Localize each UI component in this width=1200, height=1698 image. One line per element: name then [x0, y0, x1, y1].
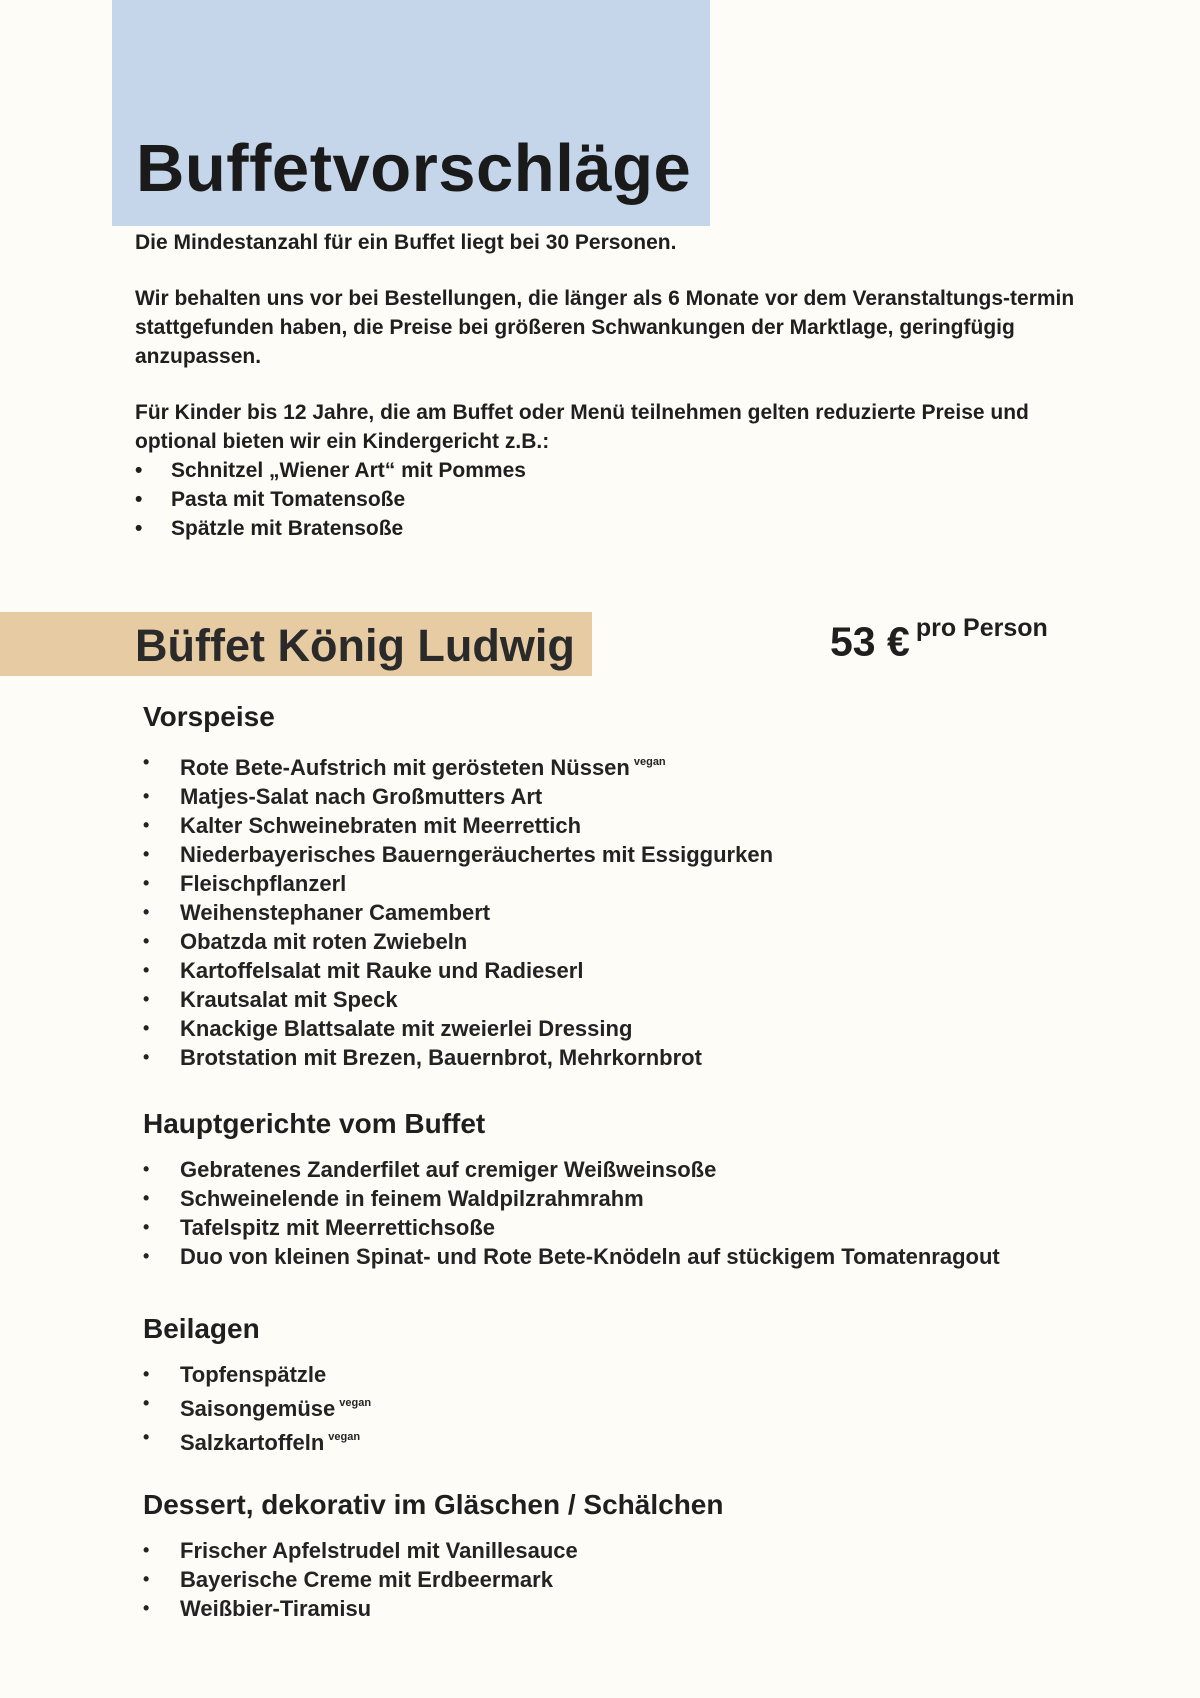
section-hauptgerichte: [143, 1107, 1093, 1271]
section-heading: Beilagen: [143, 1313, 260, 1344]
dish-name: Frischer Apfelstrudel mit Vanillesauce: [180, 1538, 578, 1563]
section-vorspeise: [143, 700, 1093, 1072]
section-heading: Vorspeise: [143, 701, 275, 732]
dish-list: [143, 748, 1093, 1072]
dish-item: [143, 1360, 1093, 1389]
dish-name: Gebratenes Zanderfilet auf cremiger Weißweinsoße: [180, 1157, 717, 1182]
dish-item: [143, 898, 1093, 927]
price-amount: 53 €: [830, 618, 910, 665]
section-dessert: [143, 1488, 1093, 1623]
page-title: Buffetvorschläge: [136, 131, 692, 206]
section-heading: Hauptgerichte vom Buffet: [143, 1108, 486, 1139]
kids-dish: • Schnitzel „Wiener Art“ mit Pommes: [135, 456, 1085, 485]
kids-dishes-list: [135, 456, 1085, 543]
kids-dish: • Pasta mit Tomatensoße: [135, 485, 1085, 514]
price-block: [830, 614, 1048, 665]
section-beilagen: [143, 1312, 1093, 1457]
vegan-tag: vegan: [328, 1431, 361, 1443]
dish-name: Salzkartoffeln: [180, 1430, 325, 1455]
dish-name: Tafelspitz mit Meerrettichsoße: [180, 1215, 495, 1240]
dish-item: [143, 840, 1093, 869]
intro-text: [135, 228, 1085, 543]
dish-name: Niederbayerisches Bauerngeräuchertes mit Essiggurken: [180, 842, 774, 867]
vegan-tag: vegan: [339, 1397, 372, 1409]
dish-name: Rote Bete-Aufstrich mit gerösteten Nüssen: [180, 755, 630, 780]
dish-item: [143, 1213, 1093, 1242]
vegan-tag: vegan: [633, 756, 666, 768]
children-note: Für Kinder bis 12 Jahre, die am Buffet oder Menü teilnehmen gelten reduzierte Preise und optional bieten wir ein Kindergericht z.B.:: [135, 401, 1029, 453]
dish-item: [143, 985, 1093, 1014]
dish-item: [143, 811, 1093, 840]
dish-item: [143, 748, 1093, 782]
dish-item: [143, 1014, 1093, 1043]
kids-dish: • Spätzle mit Bratensoße: [135, 514, 1085, 543]
dish-name: Brotstation mit Brezen, Bauernbrot, Mehrkornbrot: [180, 1045, 702, 1070]
dish-item: [143, 927, 1093, 956]
dish-list: [143, 1155, 1093, 1271]
dish-item: [143, 1184, 1093, 1213]
dish-name: Matjes-Salat nach Großmutters Art: [180, 784, 543, 809]
dish-item: [143, 1594, 1093, 1623]
dish-list: [143, 1360, 1093, 1457]
dish-name: Topfenspätzle: [180, 1362, 327, 1387]
dish-item: [143, 956, 1093, 985]
section-heading: Dessert, dekorativ im Gläschen / Schälchen: [143, 1489, 724, 1520]
dish-item: [143, 1389, 1093, 1423]
dish-name: Duo von kleinen Spinat- und Rote Bete-Knödeln auf stückigem Tomatenragout: [180, 1244, 1000, 1269]
dish-name: Weißbier-Tiramisu: [180, 1596, 372, 1621]
dish-item: [143, 1423, 1093, 1457]
dish-name: Weihenstephaner Camembert: [180, 900, 491, 925]
buffet-name: Büffet König Ludwig: [135, 620, 575, 671]
price-unit: pro Person: [915, 614, 1048, 642]
dish-item: [143, 1536, 1093, 1565]
dish-item: [143, 1242, 1093, 1271]
dish-name: Saisongemüse: [180, 1396, 336, 1421]
dish-name: Krautsalat mit Speck: [180, 987, 398, 1012]
dish-name: Knackige Blattsalate mit zweierlei Dressing: [180, 1016, 633, 1041]
dish-item: [143, 782, 1093, 811]
dish-item: [143, 1565, 1093, 1594]
dish-name: Kalter Schweinebraten mit Meerrettich: [180, 813, 582, 838]
dish-name: Bayerische Creme mit Erdbeermark: [180, 1567, 553, 1592]
dish-item: [143, 869, 1093, 898]
dish-list: [143, 1536, 1093, 1623]
dish-item: [143, 1043, 1093, 1072]
dish-name: Obatzda mit roten Zwiebeln: [180, 929, 468, 954]
dish-item: [143, 1155, 1093, 1184]
dish-name: Fleischpflanzerl: [180, 871, 347, 896]
minimum-guests-note: Die Mindestanzahl für ein Buffet liegt bei 30 Personen.: [135, 231, 677, 254]
dish-name: Schweinelende in feinem Waldpilzrahmrahm: [180, 1186, 644, 1211]
dish-name: Kartoffelsalat mit Rauke und Radieserl: [180, 958, 584, 983]
price-adjustment-note: Wir behalten uns vor bei Bestellungen, die länger als 6 Monate vor dem Veranstaltungs-termin stattgefunden haben, die Preise bei größeren Schwankungen der Marktlage, geringfügig anzupassen.: [135, 287, 1075, 368]
